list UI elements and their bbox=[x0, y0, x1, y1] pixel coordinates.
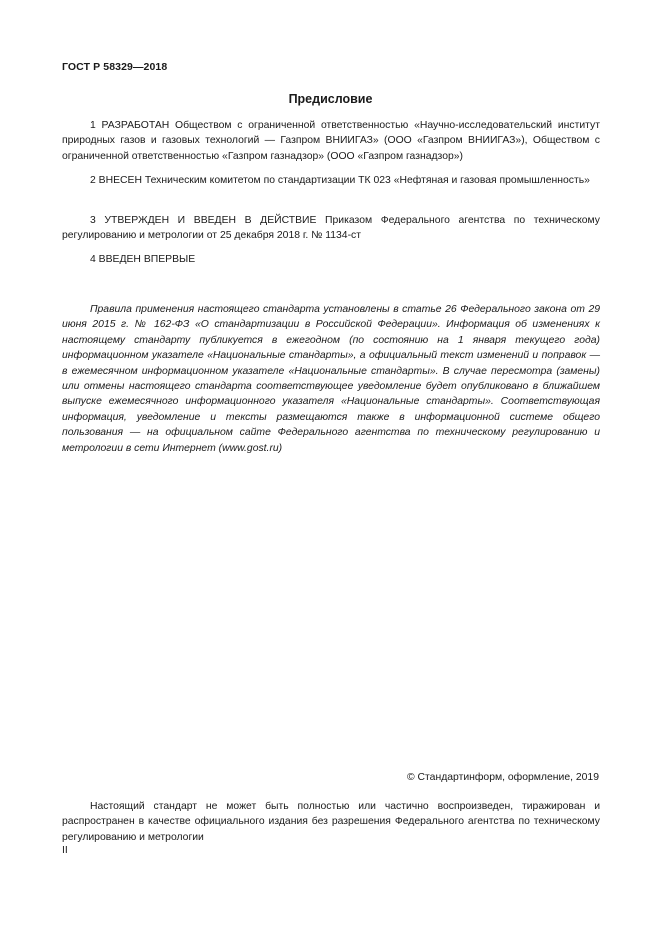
paragraph-developed: 1 РАЗРАБОТАН Обществом с ограниченной ответственностью «Научно-исследовательский институт природных газов и газовых технологий — Газпром ВНИИГАЗ» (ООО «Газпром ВНИИГАЗ»), Обществом с ограниченной ответственностью «Газпром газнадзор» (ООО «Газпром газнадзор») bbox=[62, 120, 600, 162]
application-rules-notice: Правила применения настоящего стандарта установлены в статье 26 Федерального закона от 29 июня 2015 г. № 162-ФЗ «О стандартизации в Российской Федерации». Информация об изменениях к настоящему стандарту публикуется в ежегодном (по состоянию на 1 января текущего года) информационном указателе «Национальные стандарты», а официальный текст изменений и поправок — в ежемесячном информационном указателе «Национальные стандарты». В случае пересмотра (замены) или отмены настоящего стандарта соответствующее уведомление будет опубликовано в ближайшем выпуске ежемесячного информационного указателя «Национальные стандарты». Соответствующая информация, уведомление и тексты размещаются также в информационной системе общего пользования — на официальном сайте Федерального агентства по техническому регулированию и метрологии в сети Интернет (www.gost.ru) bbox=[62, 304, 600, 454]
page-number: II bbox=[62, 845, 68, 856]
reproduction-notice: Настоящий стандарт не может быть полностью или частично воспроизведен, тиражирован и распространен в качестве официального издания без разрешения Федерального агентства по техническому регулированию и метрологии bbox=[62, 801, 600, 843]
copyright-line: © Стандартинформ, оформление, 2019 bbox=[406, 772, 599, 783]
page-title: Предисловие bbox=[288, 92, 373, 106]
document-id: ГОСТ Р 58329—2018 bbox=[62, 61, 168, 73]
paragraph-introduced: 2 ВНЕСЕН Техническим комитетом по стандартизации ТК 023 «Нефтяная и газовая промышленность» bbox=[90, 175, 590, 186]
paragraph-approved: 3 УТВЕРЖДЕН И ВВЕДЕН В ДЕЙСТВИЕ Приказом Федерального агентства по техническому регулированию и метрологии от 25 декабря 2018 г. № 1134-ст bbox=[62, 215, 600, 242]
paragraph-first-introduced: 4 ВВЕДЕН ВПЕРВЫЕ bbox=[90, 254, 196, 265]
